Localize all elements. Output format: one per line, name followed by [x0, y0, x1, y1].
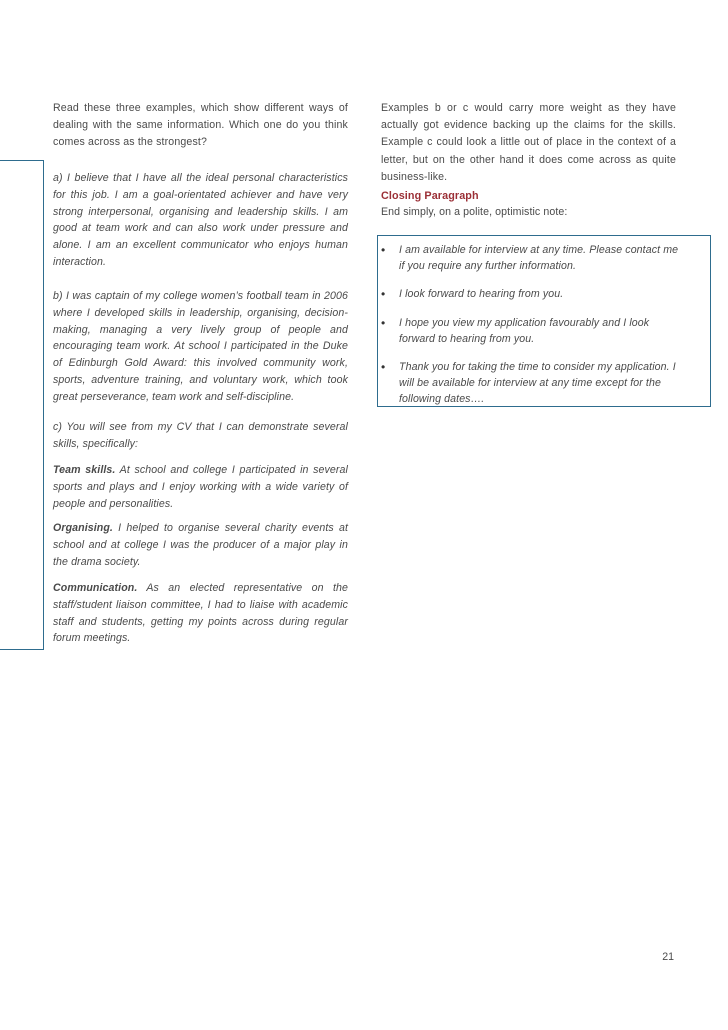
skill-team-text: At school and college I participated in several sports and plays and I enjoy working with a wide variety of people and personalities. [53, 464, 348, 510]
left-column [53, 100, 348, 152]
closing-bullet-item [381, 242, 681, 274]
closing-paragraph-heading: Closing Paragraph [381, 190, 479, 202]
bullet-icon: • [381, 243, 386, 257]
right-column [381, 100, 676, 186]
example-a-paragraph: a) I believe that I have all the ideal personal characteristics for this job. I am a goal-orientated achiever and have very strong interpersonal, organising and leadership skills. I am good at team work and can also work under pressure and alone. I am an excellent communicator who enjoys human interaction. [53, 172, 348, 268]
left-intro-paragraph: Read these three examples, which show different ways of dealing with the same information. Which one do you think comes across as the strongest? [53, 102, 348, 149]
skill-communication-title: Communication. [53, 582, 138, 594]
bullet-icon: • [381, 360, 386, 374]
closing-bullet-item [381, 286, 681, 302]
closing-bullet-item [381, 315, 681, 347]
skill-organising-title: Organising. [53, 522, 113, 534]
examples-bracket-border [0, 160, 44, 650]
page-number: 21 [662, 951, 674, 963]
closing-bullet-text: I look forward to hearing from you. [399, 288, 564, 300]
closing-bullet-text: I hope you view my application favourably and I look forward to hearing from you. [399, 317, 650, 345]
skill-organising-paragraph [53, 520, 348, 570]
example-b-paragraph: b) I was captain of my college women’s football team in 2006 where I developed skills in leadership, organising, decision-making, managing a very lively group of people and encouraging team work. At school I participated in the Duke of Edinburgh Gold Award: this involved community work, sports, adventure training, and voluntary work, which took great perseverance, team work and self-discipline. [53, 290, 348, 403]
right-intro-paragraph: Examples b or c would carry more weight as they have actually got evidence backing up the claims for the skills. Example c could look a little out of place in the context of a letter, but on the other hand it does come across as quite business-like. [381, 102, 676, 183]
closing-paragraph-subtitle: End simply, on a polite, optimistic note: [381, 206, 568, 218]
skill-organising-text: I helped to organise several charity events at school and at college I was the producer of a major play in the drama society. [53, 522, 348, 568]
closing-bullet-text: Thank you for taking the time to consider my application. I will be available for interview at any time except for the following dates…. [399, 361, 676, 405]
skill-team-title: Team skills. [53, 464, 116, 476]
skill-communication-text: As an elected representative on the staff/student liaison committee, I had to liaise with academic staff and students, getting my points across during regular forum meetings. [53, 582, 348, 645]
closing-bullet-item [381, 359, 681, 407]
bullet-icon: • [381, 316, 386, 330]
bullet-icon: • [381, 287, 386, 301]
example-c-paragraph: c) You will see from my CV that I can demonstrate several skills, specifically: [53, 421, 348, 450]
skill-team-paragraph [53, 462, 348, 512]
skill-communication-paragraph [53, 580, 348, 647]
closing-bullet-text: I am available for interview at any time. Please contact me if you require any further information. [399, 244, 679, 272]
